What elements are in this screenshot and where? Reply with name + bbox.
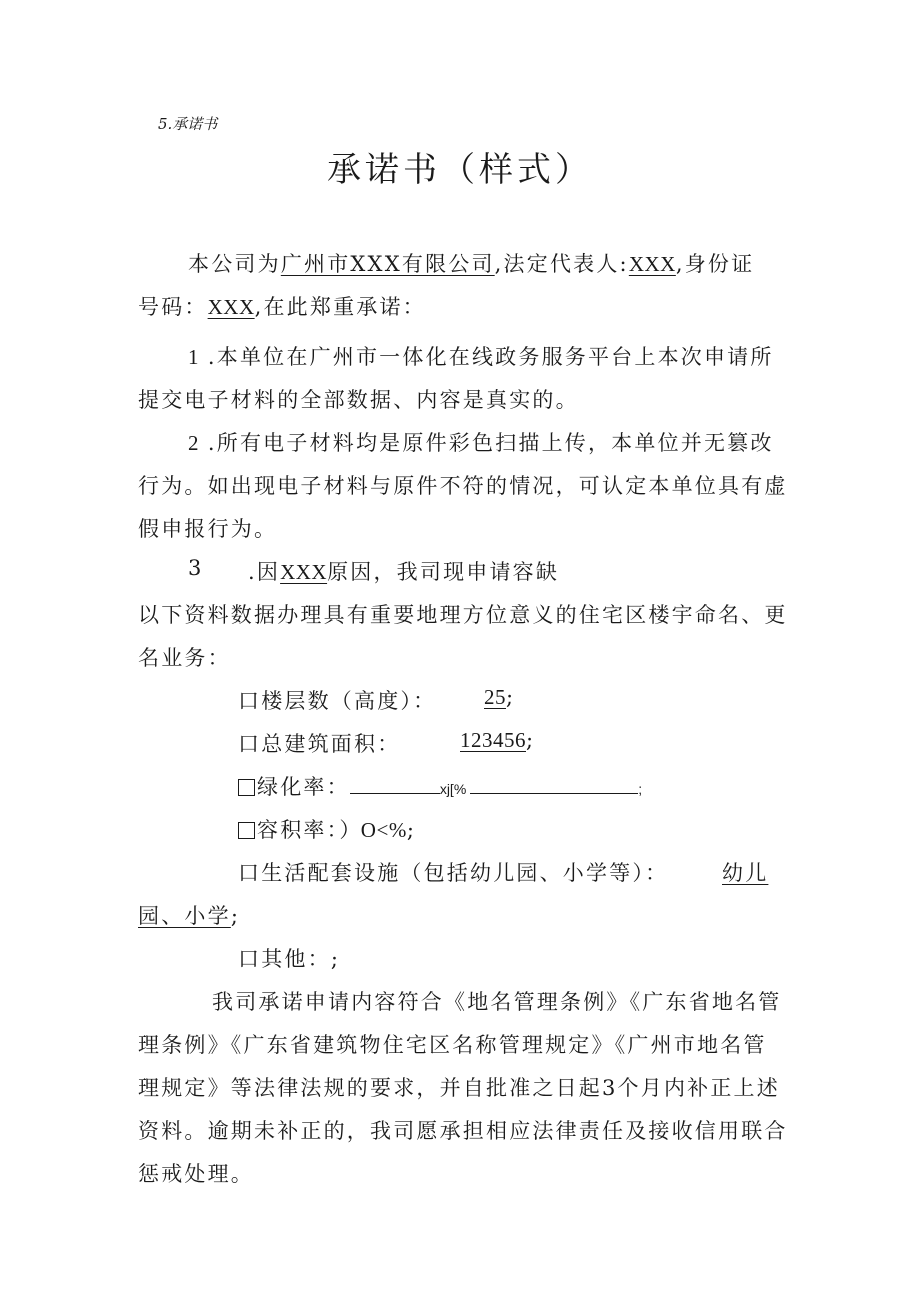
id-number: XXX bbox=[207, 295, 255, 319]
field-end: ; bbox=[638, 781, 643, 797]
intro-text: ,法定代表人: bbox=[494, 252, 629, 276]
intro-line-1 bbox=[188, 248, 754, 278]
item-3-line-1 bbox=[248, 556, 559, 586]
item-text: 原因，我司现申请容缺 bbox=[327, 560, 560, 584]
item-2-line-3: 假申报行为。 bbox=[138, 517, 278, 541]
field-label: 其他： bbox=[261, 947, 331, 971]
field-end: ; bbox=[526, 728, 536, 752]
page-title: 承诺书（样式） bbox=[327, 150, 593, 190]
field-floors bbox=[238, 685, 436, 715]
field-label: 绿化率： bbox=[257, 775, 350, 799]
closing-line-5: 惩戒处理。 bbox=[138, 1162, 254, 1186]
intro-text: ,身份证 bbox=[675, 252, 755, 276]
closing-line-4: 资料。逾期未补正的，我司愿承担相应法律责任及接收信用联合 bbox=[138, 1119, 788, 1143]
item-text: .所有电子材料均是原件彩色扫描上传，本单位并无篡改 bbox=[207, 431, 774, 455]
field-end: ; bbox=[506, 685, 516, 709]
checkbox-mark: 口 bbox=[238, 861, 262, 885]
field-label: 容积率： bbox=[257, 818, 340, 842]
field-other bbox=[238, 943, 340, 973]
closing-line-1: 我司承诺申请内容符合《地名管理条例》《广东省地名管 bbox=[212, 990, 782, 1014]
item-text: .本单位在广州市一体化在线政务服务平台上本次申请所 bbox=[207, 345, 774, 369]
field-floors-value bbox=[484, 685, 515, 710]
legal-representative: XXX bbox=[628, 252, 676, 276]
plot-ratio-value: ）O<% bbox=[339, 818, 407, 842]
intro-line-2 bbox=[138, 291, 426, 321]
facilities-value: 幼儿 bbox=[722, 861, 769, 885]
item-2-line-2: 行为。如出现电子材料与原件不符的情况，可认定本单位具有虚 bbox=[138, 474, 788, 498]
field-area bbox=[238, 728, 400, 758]
field-plot-ratio bbox=[238, 814, 416, 844]
field-label: 生活配套设施（包括幼儿园、小学等）： bbox=[261, 861, 669, 885]
checkbox-icon bbox=[238, 822, 255, 839]
item-3-number: 3 bbox=[188, 556, 204, 580]
field-end: ; bbox=[230, 904, 241, 928]
item-number: 1 bbox=[188, 345, 199, 369]
item-number: 2 bbox=[188, 431, 199, 455]
item-2-line-1 bbox=[188, 427, 774, 457]
green-rate-value: xj[% bbox=[439, 781, 467, 797]
facilities-value-2 bbox=[138, 900, 240, 930]
item-3-line-2: 以下资料数据办理具有重要地理方位意义的住宅区楼宇命名、更 bbox=[138, 603, 788, 627]
field-label: 总建筑面积： bbox=[261, 732, 401, 756]
blank-line bbox=[350, 779, 440, 794]
field-area-value bbox=[460, 728, 535, 753]
area-value: 123456 bbox=[460, 728, 526, 752]
checkbox-mark: 口 bbox=[238, 732, 262, 756]
closing-line-3: 理规定》等法律法规的要求，并自批准之日起3个月内补正上述 bbox=[138, 1076, 780, 1100]
intro-text: 本公司为 bbox=[188, 252, 281, 276]
checkbox-icon bbox=[238, 779, 255, 796]
reason-value: XXX bbox=[280, 560, 328, 584]
section-label: 5.承诺书 bbox=[158, 115, 218, 133]
blank-line bbox=[470, 779, 638, 794]
field-end: ; bbox=[406, 818, 417, 842]
closing-line-2: 理条例》《广东省建筑物住宅区名称管理规定》《广州市地名管 bbox=[138, 1033, 767, 1057]
item-1-line-1 bbox=[188, 341, 774, 371]
facilities-value: 园、小学 bbox=[138, 904, 231, 928]
field-facilities bbox=[238, 857, 668, 887]
item-3-line-3: 名业务： bbox=[138, 646, 231, 670]
checkbox-mark: 口 bbox=[238, 947, 262, 971]
field-end: ; bbox=[330, 947, 341, 971]
facilities-value-1 bbox=[722, 857, 768, 887]
company-name: 广州市XXX有限公司 bbox=[280, 252, 495, 276]
field-label: 楼层数（高度）： bbox=[261, 689, 437, 713]
field-green-rate bbox=[238, 771, 642, 801]
intro-text: ,在此郑重承诺： bbox=[254, 295, 426, 319]
floors-value: 25 bbox=[484, 685, 506, 709]
checkbox-mark: 口 bbox=[238, 689, 262, 713]
intro-text: 号码： bbox=[138, 295, 208, 319]
item-1-line-2: 提交电子材料的全部数据、内容是真实的。 bbox=[138, 388, 579, 412]
item-text: .因 bbox=[248, 560, 281, 584]
